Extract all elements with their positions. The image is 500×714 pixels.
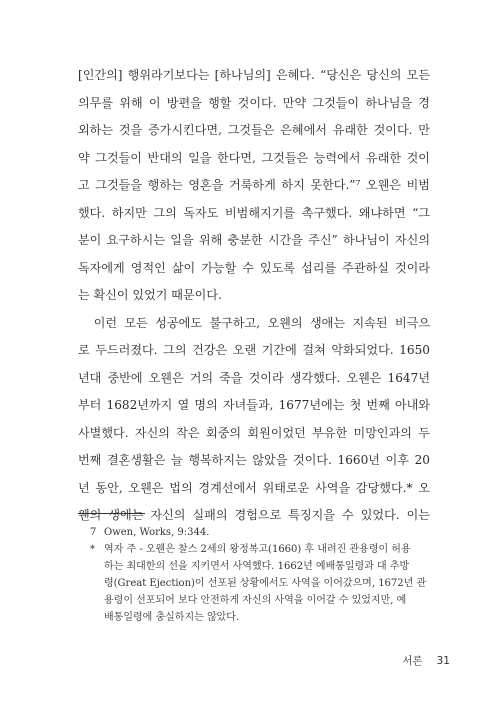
- footnote-line: 배통일령에 충실하지는 않았다.: [104, 612, 240, 623]
- text-line: 외하는 것을 증가시킨다면, 그것들은 은혜에서 유래한 것이다. 만: [78, 123, 430, 137]
- text-line: 부터 1682년까지 열 명의 자녀들과, 1677년에는 첫 번째 아내와: [78, 398, 430, 412]
- footnote-divider: [78, 513, 145, 514]
- page-footer: [388, 653, 450, 668]
- text-line: 는 확신이 있었기 때문이다.: [78, 288, 222, 302]
- footnote-line: 역자 주 - 오웬은 찰스 2세의 왕정복고(1660) 후 내려진 관용령이 허용: [104, 544, 411, 555]
- text-line: 년대 중반에 오웬은 거의 죽을 것이라 생각했다. 오웬은 1647년: [78, 370, 430, 385]
- footnote-line: 용령이 선포되어 보다 안전하게 자신의 사역을 이어갈 수 있었지만, 예: [104, 595, 407, 606]
- text-line: 의무를 위해 이 방편을 행할 것이다. 만약 그것들이 하나님을 경: [78, 95, 430, 110]
- text-line: 번째 결혼생활은 늘 행복하지는 않았을 것이다. 1660년 이후 20: [78, 453, 430, 467]
- text-line: 고 그것들을 행하는 영혼을 거룩하게 하지 못한다.”⁷ 오웬은 비범: [78, 178, 430, 192]
- footnote: [78, 524, 428, 541]
- body-text: [78, 62, 430, 530]
- text-line: [인간의] 행위라기보다는 [하나님의] 은혜다. “당신은 당신의 모든: [78, 68, 430, 82]
- page-number: 31: [436, 655, 450, 667]
- text-line: 분이 요구하시는 일을 위해 충분한 시간을 주신” 하나님이 자신의: [78, 233, 430, 247]
- paragraph: [78, 310, 430, 530]
- text-line: 이런 모든 성공에도 불구하고, 오웬의 생애는 지속된 비극으: [78, 315, 430, 330]
- paragraph: [78, 62, 430, 310]
- text-line: 웬의 생애는 자신의 실패의 경험으로 특징지을 수 있었다. 이는: [78, 508, 430, 522]
- text-line: 년 동안, 오웬은 법의 경계선에서 위태로운 사역을 감당했다.* 오: [78, 480, 430, 495]
- section-label: 서론: [402, 655, 423, 667]
- text-line: 로 두드러졌다. 그의 건강은 오랜 기간에 걸쳐 악화되었다. 1650: [78, 343, 430, 357]
- footnote-line: 령(Great Ejection)이 선포된 상황에서도 사역을 이어갔으며, 1672년 관: [104, 578, 427, 589]
- footnote-mark: *: [90, 544, 95, 555]
- text-line: 사별했다. 자신의 작은 회중의 회원이었던 부유한 미망인과의 두: [78, 425, 430, 440]
- footnotes: [78, 524, 428, 626]
- footnote-line: 하는 최대한의 선을 지키면서 사역했다. 1662년 예배통일령과 대 추방: [104, 561, 410, 572]
- footnote-mark: 7: [90, 527, 97, 538]
- text-line: 약 그것들이 반대의 일을 한다면, 그것들은 능력에서 유래한 것이: [78, 150, 430, 165]
- footnote-line: Owen, Works, 9:344.: [104, 527, 210, 538]
- footnote: [78, 541, 428, 626]
- text-line: 독자에게 영적인 삶이 가능할 수 있도록 섭리를 주관하실 것이라: [78, 260, 430, 275]
- text-line: 했다. 하지만 그의 독자도 비범해지기를 촉구했다. 왜냐하면 “그: [78, 205, 430, 220]
